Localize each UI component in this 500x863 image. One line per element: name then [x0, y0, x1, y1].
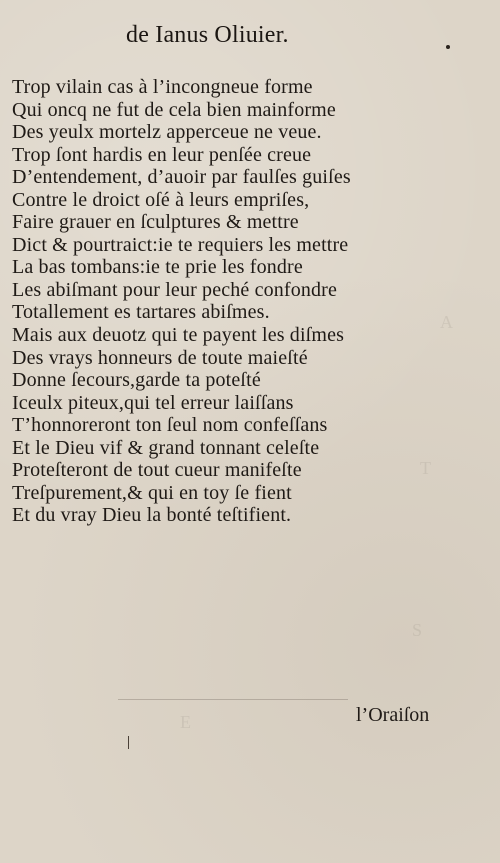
page-title: de Ianus Oliuier. — [126, 22, 289, 48]
poem-line: Et le Dieu vif & grand tonnant celeſte — [12, 436, 320, 459]
catchword: l’Oraiſon — [356, 704, 430, 726]
poem-line: Treſpurement,& qui en toy ſe fient — [12, 481, 292, 504]
poem-line: Totallement es tartares abiſmes. — [12, 301, 270, 324]
poem-line: Donne ſecours,garde ta poteſté — [12, 369, 261, 392]
footer-rule — [118, 699, 348, 700]
poem-line: Des yeulx mortelz apperceue ne veue. — [12, 121, 322, 144]
poem-line: Trop ſont hardis en leur penſée creue — [12, 143, 312, 166]
poem-line: T’honnoreront ton ſeul nom confeſſans — [12, 414, 328, 437]
poem-line: Et du vray Dieu la bonté teſtifient. — [12, 504, 292, 527]
bleed-through-text: A — [440, 312, 453, 332]
poem-line: Des vrays honneurs de toute maieſté — [12, 346, 308, 369]
poem-line: Iceulx piteux,qui tel erreur laiſſans — [12, 391, 294, 414]
bleed-through-text: S — [412, 620, 423, 640]
poem-line: Faire grauer en ſculptures & mettre — [12, 211, 299, 234]
poem-line: D’entendement, d’auoir par faulſes guiſes — [12, 166, 351, 189]
bleed-through-text: E — [180, 712, 191, 732]
printer-tick — [128, 736, 129, 749]
printer-mark — [446, 45, 450, 49]
poem-line: Mais aux deuotz qui te payent les diſmes — [12, 324, 345, 347]
poem-line: Les abiſmant pour leur peché confondre — [12, 278, 338, 301]
poem-line: Proteſteront de tout cueur manifeſte — [12, 459, 302, 482]
poem-line: Contre le droict oſé à leurs empriſes, — [12, 188, 310, 211]
poem-line: Dict & pourtraict:ie te requiers les mettre — [12, 233, 349, 256]
poem-text — [12, 76, 452, 527]
poem-line: Qui oncq ne fut de cela bien mainforme — [12, 98, 336, 121]
poem-line: Trop vilain cas à l’incongneue forme — [12, 76, 313, 98]
poem-line: La bas tombans:ie te prie les fondre — [12, 256, 303, 279]
bleed-through-text: T — [420, 458, 431, 478]
